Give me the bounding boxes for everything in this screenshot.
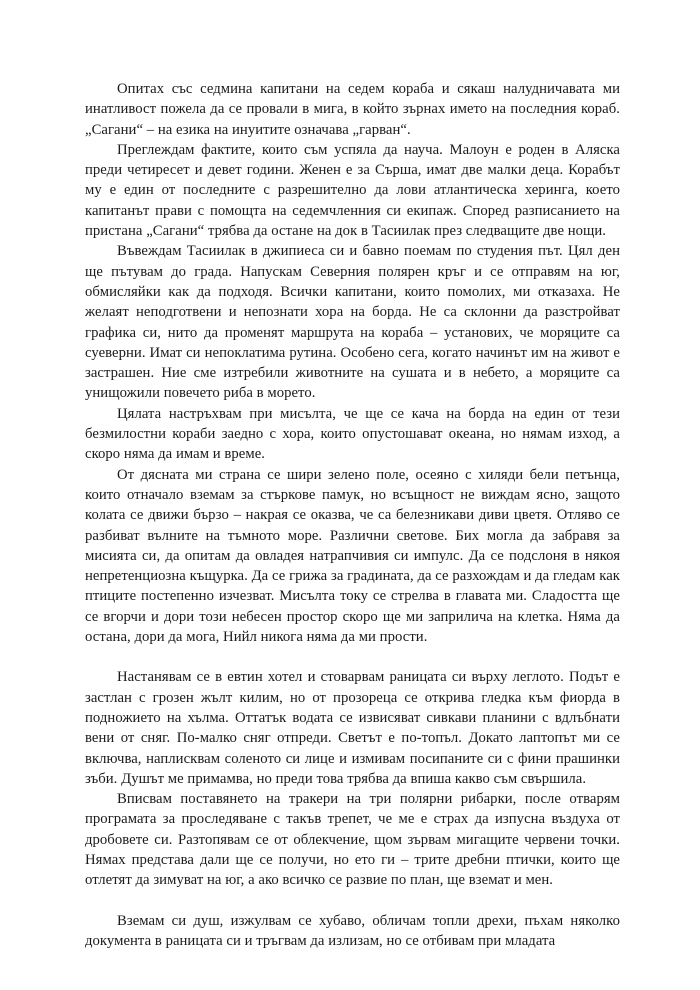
paragraph-6: Настанявам се в евтин хотел и стоварвам раницата си върху леглото. Подът е застлан с грозен жълт килим, но от прозореца се открива гледка към фиорда в подножието на хълма. Оттатък водата се извисяват сивкави планини с вдлъбнати вени от сняг. По-малко сняг отпреди. Светът е по-топъл. Докато лаптопът ми се включва, наплисквам соленото си лице и измивам посипаните си с фини прашинки зъби. Душът ме примамва, но преди това трябва да впиша какво съм свършила. [85,669,620,787]
paragraph-4: Цялата настръхвам при мисълта, че ще се кача на борда на един от тези безмилостни кораби заедно с хора, които опустошават океана, но нямам изход, а скоро няма да имам и време. [85,405,620,463]
text-body [85,79,620,951]
paragraph-3: Въвеждам Тасиилак в джипиеса си и бавно поемам по студения път. Цял ден ще пътувам до града. Напускам Северния полярен кръг и се отправям на юг, обмисляйки как да подходя. Всички капитани, които помолих, ми отказаха. Не желаят неподготвени и непознати хора на борда. Не са склонни да разстройват графика си, нито да променят маршрута на кораба – установих, че моряците са суеверни. Имат си непоклатима рутина. Особено сега, когато начинът им на живот е застрашен. Ние сме изтребили животните на сушата и в небето, а моряците са унищожили повечето риба в морето. [85,243,620,402]
paragraph-7: Вписвам поставянето на тракери на три полярни рибарки, после отварям програмата за проследяване с такъв трепет, че ме е страх да изпусна въздуха от дробовете си. Разтопявам се от облекчение, щом зървам мигащите червени точки. Нямах представа дали ще се получи, но ето ги – трите дребни птички, които ще отлетят да зимуват на юг, а ако всичко се развие по план, ще вземат и мен. [85,791,620,889]
paragraph-8: Вземам си душ, изжулвам се хубаво, обличам топли дрехи, пъхам няколко документа в раницата си и тръгвам да излизам, но се отбивам при младата [85,912,620,949]
paragraph-1: Опитах със седмина капитани на седем кораба и сякаш налудничавата ми инатливост пожела да се провали в мига, в който зърнах името на последния кораб. „Сагани“ – на езика на инуитите означава „гарван“. [85,81,620,138]
paragraph-2: Преглеждам фактите, които съм успяла да науча. Малоун е роден в Аляска преди четиресет и девет години. Женен е за Сърша, имат две малки деца. Корабът му е един от последните с разрешително да лови атлантическа херинга, което капитанът прави с помощта на седемчленния си екипаж. Според разписанието на пристана „Сагани“ трябва да остане на док в Тасиилак през следващите две нощи. [85,141,620,240]
paragraph-5: От дясната ми страна се шири зелено поле, осеяно с хиляди бели петънца, които отначало вземам за стъркове памук, но всъщност не виждам ясно, защото колата се движи бързо – накрая се оказва, че са белезникави диви цветя. Отляво се разбиват вълните на тъмното море. Различни светове. Бих могла да забравя за мисията си, да опитам да овладея натрапчивия си импулс. Да се подслоня в някоя непретенциозна къщурка. Да се грижа за градината, да се разхождам и да гледам как птиците постепенно изчезват. Мисълта току се стрелва в главата ми. Сладостта ще се вгорчи и дори този небесен простор скоро ще ми заприлича на клетка. Няма да остана, дори да мога, Нийл никога няма да ми прости. [85,466,620,646]
